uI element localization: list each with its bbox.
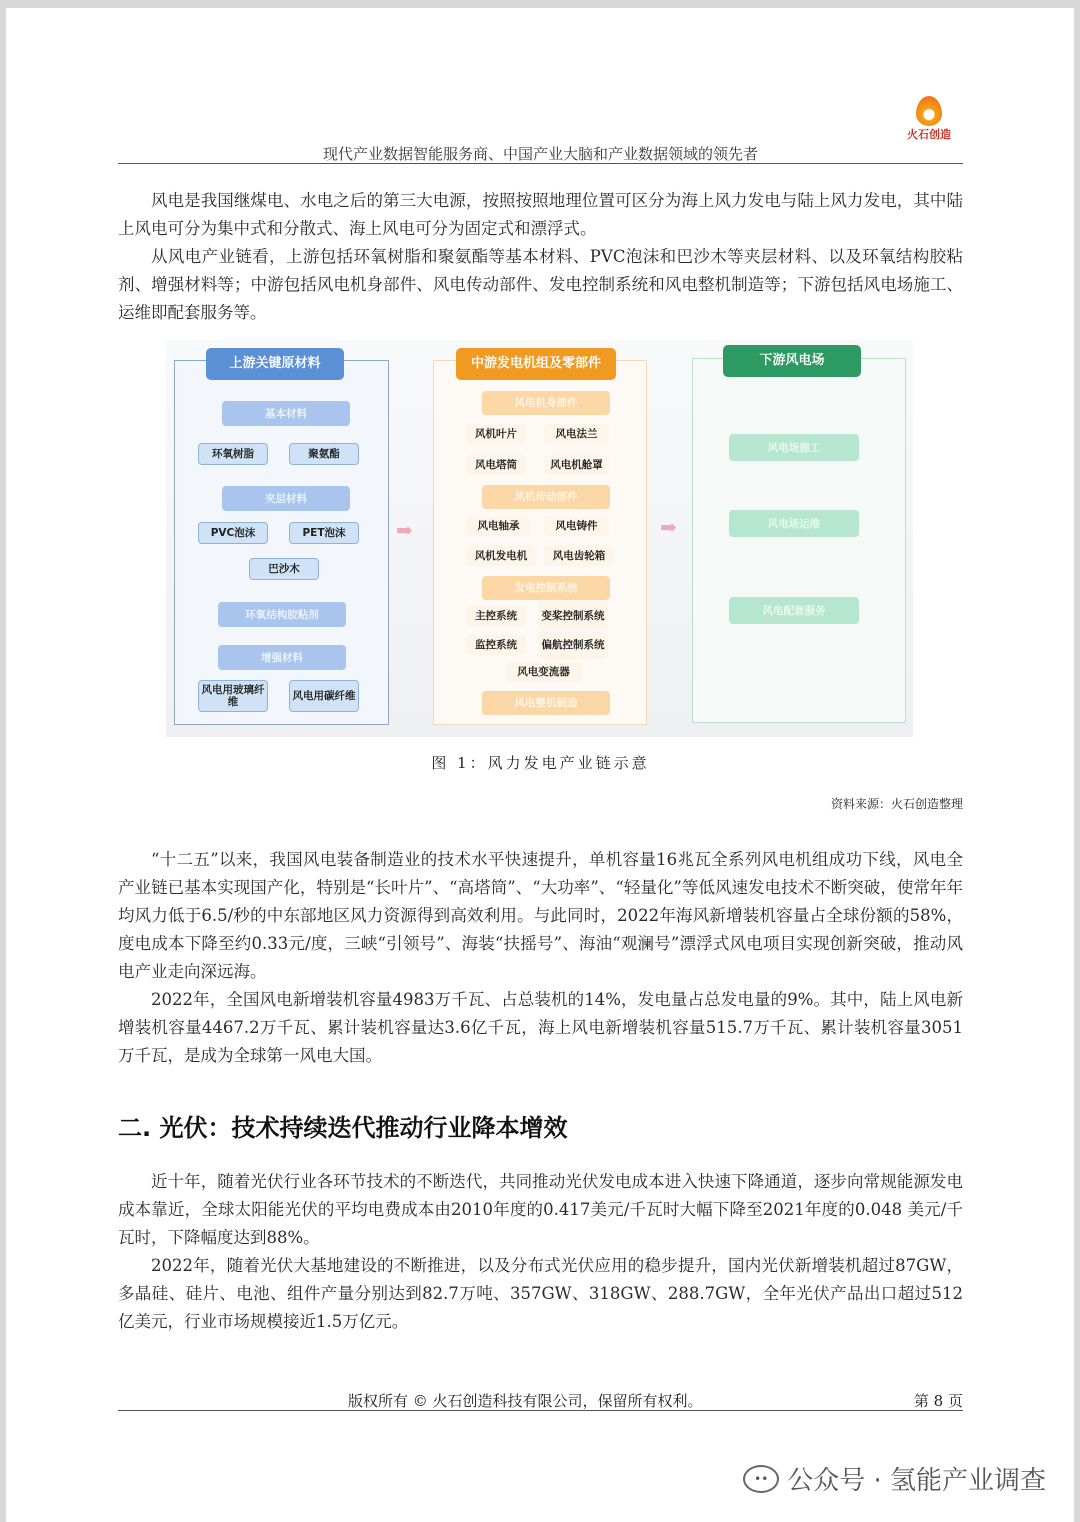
item: 变桨控制系统 xyxy=(538,602,608,630)
wechat-account-label: 公众号 · 氢能产业调查 xyxy=(787,1466,1046,1496)
item: 风电场施工 xyxy=(729,434,859,461)
item: 风电场运维 xyxy=(729,510,859,537)
reinforcement: 增强材料 xyxy=(218,645,346,670)
item: 风机发电机 xyxy=(466,546,536,566)
body-parts: 风电机身部件 xyxy=(482,391,610,415)
item: 风电齿轮箱 xyxy=(544,546,614,566)
header-tagline: 现代产业数据智能服务商、中国产业大脑和产业数据领域的领先者 xyxy=(322,145,758,163)
item-pet: PET泡沫 xyxy=(289,522,359,544)
section-paragraph-1: 近十年，随着光伏行业各环节技术的不断迭代，共同推动光伏发电成本进入快速下降通道，逐步向常规能源发电成本靠近，全球太阳能光伏的平均电费成本由2010年度的0.417美元/千瓦时大幅下降至2021年度的0.048 美元/千瓦时，下降幅度达到88%。 xyxy=(118,1172,963,1247)
downstream-column xyxy=(692,358,906,723)
item-epoxy: 环氧树脂 xyxy=(198,443,268,465)
wechat-icon: •• xyxy=(743,1465,779,1493)
item-pvc: PVC泡沫 xyxy=(198,522,268,544)
arrow-right-icon: ➡ xyxy=(660,515,677,539)
source-note: 资料来源：火石创造整理 xyxy=(830,797,963,811)
whole-manufacturing: 风电整机制造 xyxy=(482,691,610,715)
section-heading: 二. 光伏：技术持续迭代推动行业降本增效 xyxy=(118,1114,568,1142)
item: 风机叶片 xyxy=(466,424,526,444)
page-number: 第 8 页 xyxy=(913,1392,963,1410)
arrow-right-icon: ➡ xyxy=(396,518,413,542)
wechat-watermark xyxy=(743,1460,1046,1497)
intro-paragraph-2: 从风电产业链看，上游包括环氧树脂和聚氨酯等基本材料、PVC泡沫和巴沙木等夹层材料、以及环氧结构胶粘剂、增强材料等；中游包括风电机身部件、风电传动部件、发电控制系统和风电整机制造等；下游包括风电场施工、运维即配套服务等。 xyxy=(118,247,963,322)
figure-caption: 图 1：风力发电产业链示意 xyxy=(431,754,650,772)
item: 主控系统 xyxy=(466,606,526,626)
intro-paragraph-1: 风电是我国继煤电、水电之后的第三大电源，按照按照地理位置可区分为海上风力发电与陆上风力发电，其中陆上风电可分为集中式和分散式、海上风电可分为固定式和漂浮式。 xyxy=(118,191,963,238)
adhesive: 环氧结构胶粘剂 xyxy=(218,602,346,627)
copyright: 版权所有 © 火石创造科技有限公司，保留所有权利。 xyxy=(348,1392,703,1410)
downstream-title: 下游风电场 xyxy=(723,345,861,377)
upstream-title: 上游关键原材料 xyxy=(206,348,344,380)
item: 风电轴承 xyxy=(466,516,531,536)
sandwich-materials: 夹层材料 xyxy=(222,486,350,511)
item-carbon-fiber: 风电用碳纤维 xyxy=(289,680,359,712)
item-polyurethane: 聚氨酯 xyxy=(289,443,359,465)
basic-materials: 基本材料 xyxy=(222,401,350,426)
item: 偏航控制系统 xyxy=(538,631,608,659)
body-paragraph-1: “十二五”以来，我国风电装备制造业的技术水平快速提升，单机容量16兆瓦全系列风电机组成功下线，风电全产业链已基本实现国产化，特别是“长叶片”、“高塔筒”、“大功率”、“轻量化”等低风速发电技术不断突破，使常年年均风力低于6.5/秒的中东部地区风力资源得到高效利用。与此同时，2022年海风新增装机容量占全球份额的58%，度电成本下降至约0.33元/度，三峡“引领号”、海装“扶摇号”、海油“观澜号”漂浮式风电项目实现创新突破，推动风电产业走向深远海。 xyxy=(118,850,963,981)
item: 风电铸件 xyxy=(544,516,609,536)
section-paragraph-2: 2022年，随着光伏大基地建设的不断推进，以及分布式光伏应用的稳步提升，国内光伏新增装机超过87GW，多晶硅、硅片、电池、组件产量分别达到82.7万吨、357GW、318GW、288.7GW，全年光伏产品出口超过512亿美元，行业市场规模接近1.5万亿元。 xyxy=(118,1256,963,1331)
control-system: 发电控制系统 xyxy=(482,576,610,600)
item-glass-fiber: 风电用玻璃纤维 xyxy=(198,680,268,712)
item-balsa: 巴沙木 xyxy=(249,558,319,580)
industry-chain-diagram xyxy=(166,340,913,737)
item: 监控系统 xyxy=(466,635,526,655)
header-divider xyxy=(118,163,963,164)
item: 风电塔筒 xyxy=(466,455,526,475)
flame-icon xyxy=(916,96,942,126)
item: 风电法兰 xyxy=(544,424,609,444)
company-logo: 火石创造 xyxy=(903,96,955,142)
item: 风电配套服务 xyxy=(729,597,859,624)
midstream-title: 中游发电机组及零部件 xyxy=(456,348,616,380)
item: 风电变流器 xyxy=(506,662,581,682)
body-paragraph-2: 2022年，全国风电新增装机容量4983万千瓦、占总装机的14%，发电量占总发电量的9%。其中，陆上风电新增装机容量4467.2万千瓦、累计装机容量达3.6亿千瓦，海上风电新增装机容量515.7万千瓦、累计装机容量3051万千瓦，是成为全球第一风电大国。 xyxy=(118,990,963,1065)
item: 风电机舱罩 xyxy=(544,455,609,475)
footer-divider xyxy=(118,1410,963,1411)
drive-parts: 风机传动部件 xyxy=(482,485,610,509)
